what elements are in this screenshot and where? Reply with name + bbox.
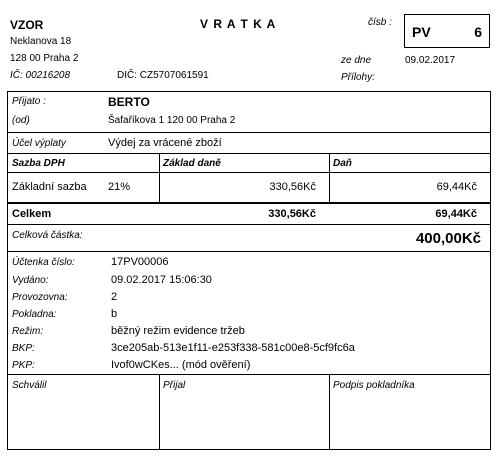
- receipt-branch: 2: [111, 291, 118, 303]
- total-tax: 69,44Kč: [435, 208, 477, 220]
- receipt-bkp: 3ce205ab-513e1f11-e253f338-581c00e8-5cf9fc6a: [111, 342, 355, 354]
- receipt-bkp-label: BKP:: [12, 343, 35, 354]
- signature-approved: Schválil: [12, 380, 47, 391]
- issuer-street: Neklanova 18: [10, 36, 72, 47]
- vat-header-rate: Sazba DPH: [12, 158, 65, 169]
- vat-tax: 69,44Kč: [436, 181, 477, 193]
- attachments-label: Přílohy:: [341, 72, 375, 83]
- document-title: V R A T K A: [200, 17, 277, 31]
- received-label: Přijato :: [12, 96, 46, 107]
- vat-base: 330,56Kč: [269, 181, 316, 193]
- receipt-pkp: Ivof0wCKes... (mód ověření): [111, 359, 251, 371]
- vat-header-base: Základ daně: [163, 158, 221, 169]
- receipt-mode: běžný režim evidence tržeb: [111, 325, 245, 337]
- total-amount-value: 400,00Kč: [415, 230, 481, 247]
- date-label: ze dne: [341, 55, 372, 66]
- receipt-branch-label: Provozovna:: [12, 292, 68, 303]
- receipt-number: 17PV00006: [111, 256, 169, 268]
- received-address: Šafaříkova 1 120 00 Praha 2: [108, 115, 236, 126]
- issuer-city: 128 00 Praha 2: [10, 53, 79, 64]
- receipt-register: b: [111, 308, 118, 320]
- number-label: čísb :: [368, 17, 392, 28]
- receipt-issued: 09.02.2017 15:06:30: [111, 274, 212, 286]
- receipt-mode-label: Režim:: [12, 326, 44, 337]
- form-frame: [7, 91, 491, 450]
- purpose-label: Účel výplaty: [12, 138, 66, 149]
- issuer-dic: DIČ: CZ5707061591: [117, 70, 209, 81]
- issuer-ic: IČ: 00216208: [10, 70, 71, 81]
- receipt-issued-label: Vydáno:: [12, 275, 49, 286]
- total-base: 330,56Kč: [268, 208, 316, 220]
- received-name: BERTO: [108, 95, 150, 109]
- document-date: 09.02.2017: [405, 55, 456, 66]
- receipt-register-label: Pokladna:: [12, 309, 57, 320]
- document-number-box: [404, 14, 490, 48]
- signature-received: Přijal: [163, 380, 186, 391]
- issuer-name: VZOR: [10, 18, 44, 32]
- receipt-number-label: Účtenka číslo:: [12, 257, 75, 268]
- document-number: 6: [474, 24, 482, 40]
- signature-cashier: Podpis pokladníka: [333, 380, 415, 391]
- document-prefix: PV: [412, 24, 431, 40]
- vat-rate: 21%: [108, 181, 131, 193]
- vat-rate-name: Základní sazba: [12, 181, 87, 193]
- receipt-pkp-label: PKP:: [12, 360, 35, 371]
- total-label: Celkem: [12, 208, 52, 220]
- received-from-label: (od): [12, 115, 30, 126]
- purpose-value: Výdej za vrácené zboží: [108, 137, 222, 149]
- total-amount-label: Celková částka:: [12, 230, 83, 241]
- vat-header-tax: Daň: [333, 158, 352, 169]
